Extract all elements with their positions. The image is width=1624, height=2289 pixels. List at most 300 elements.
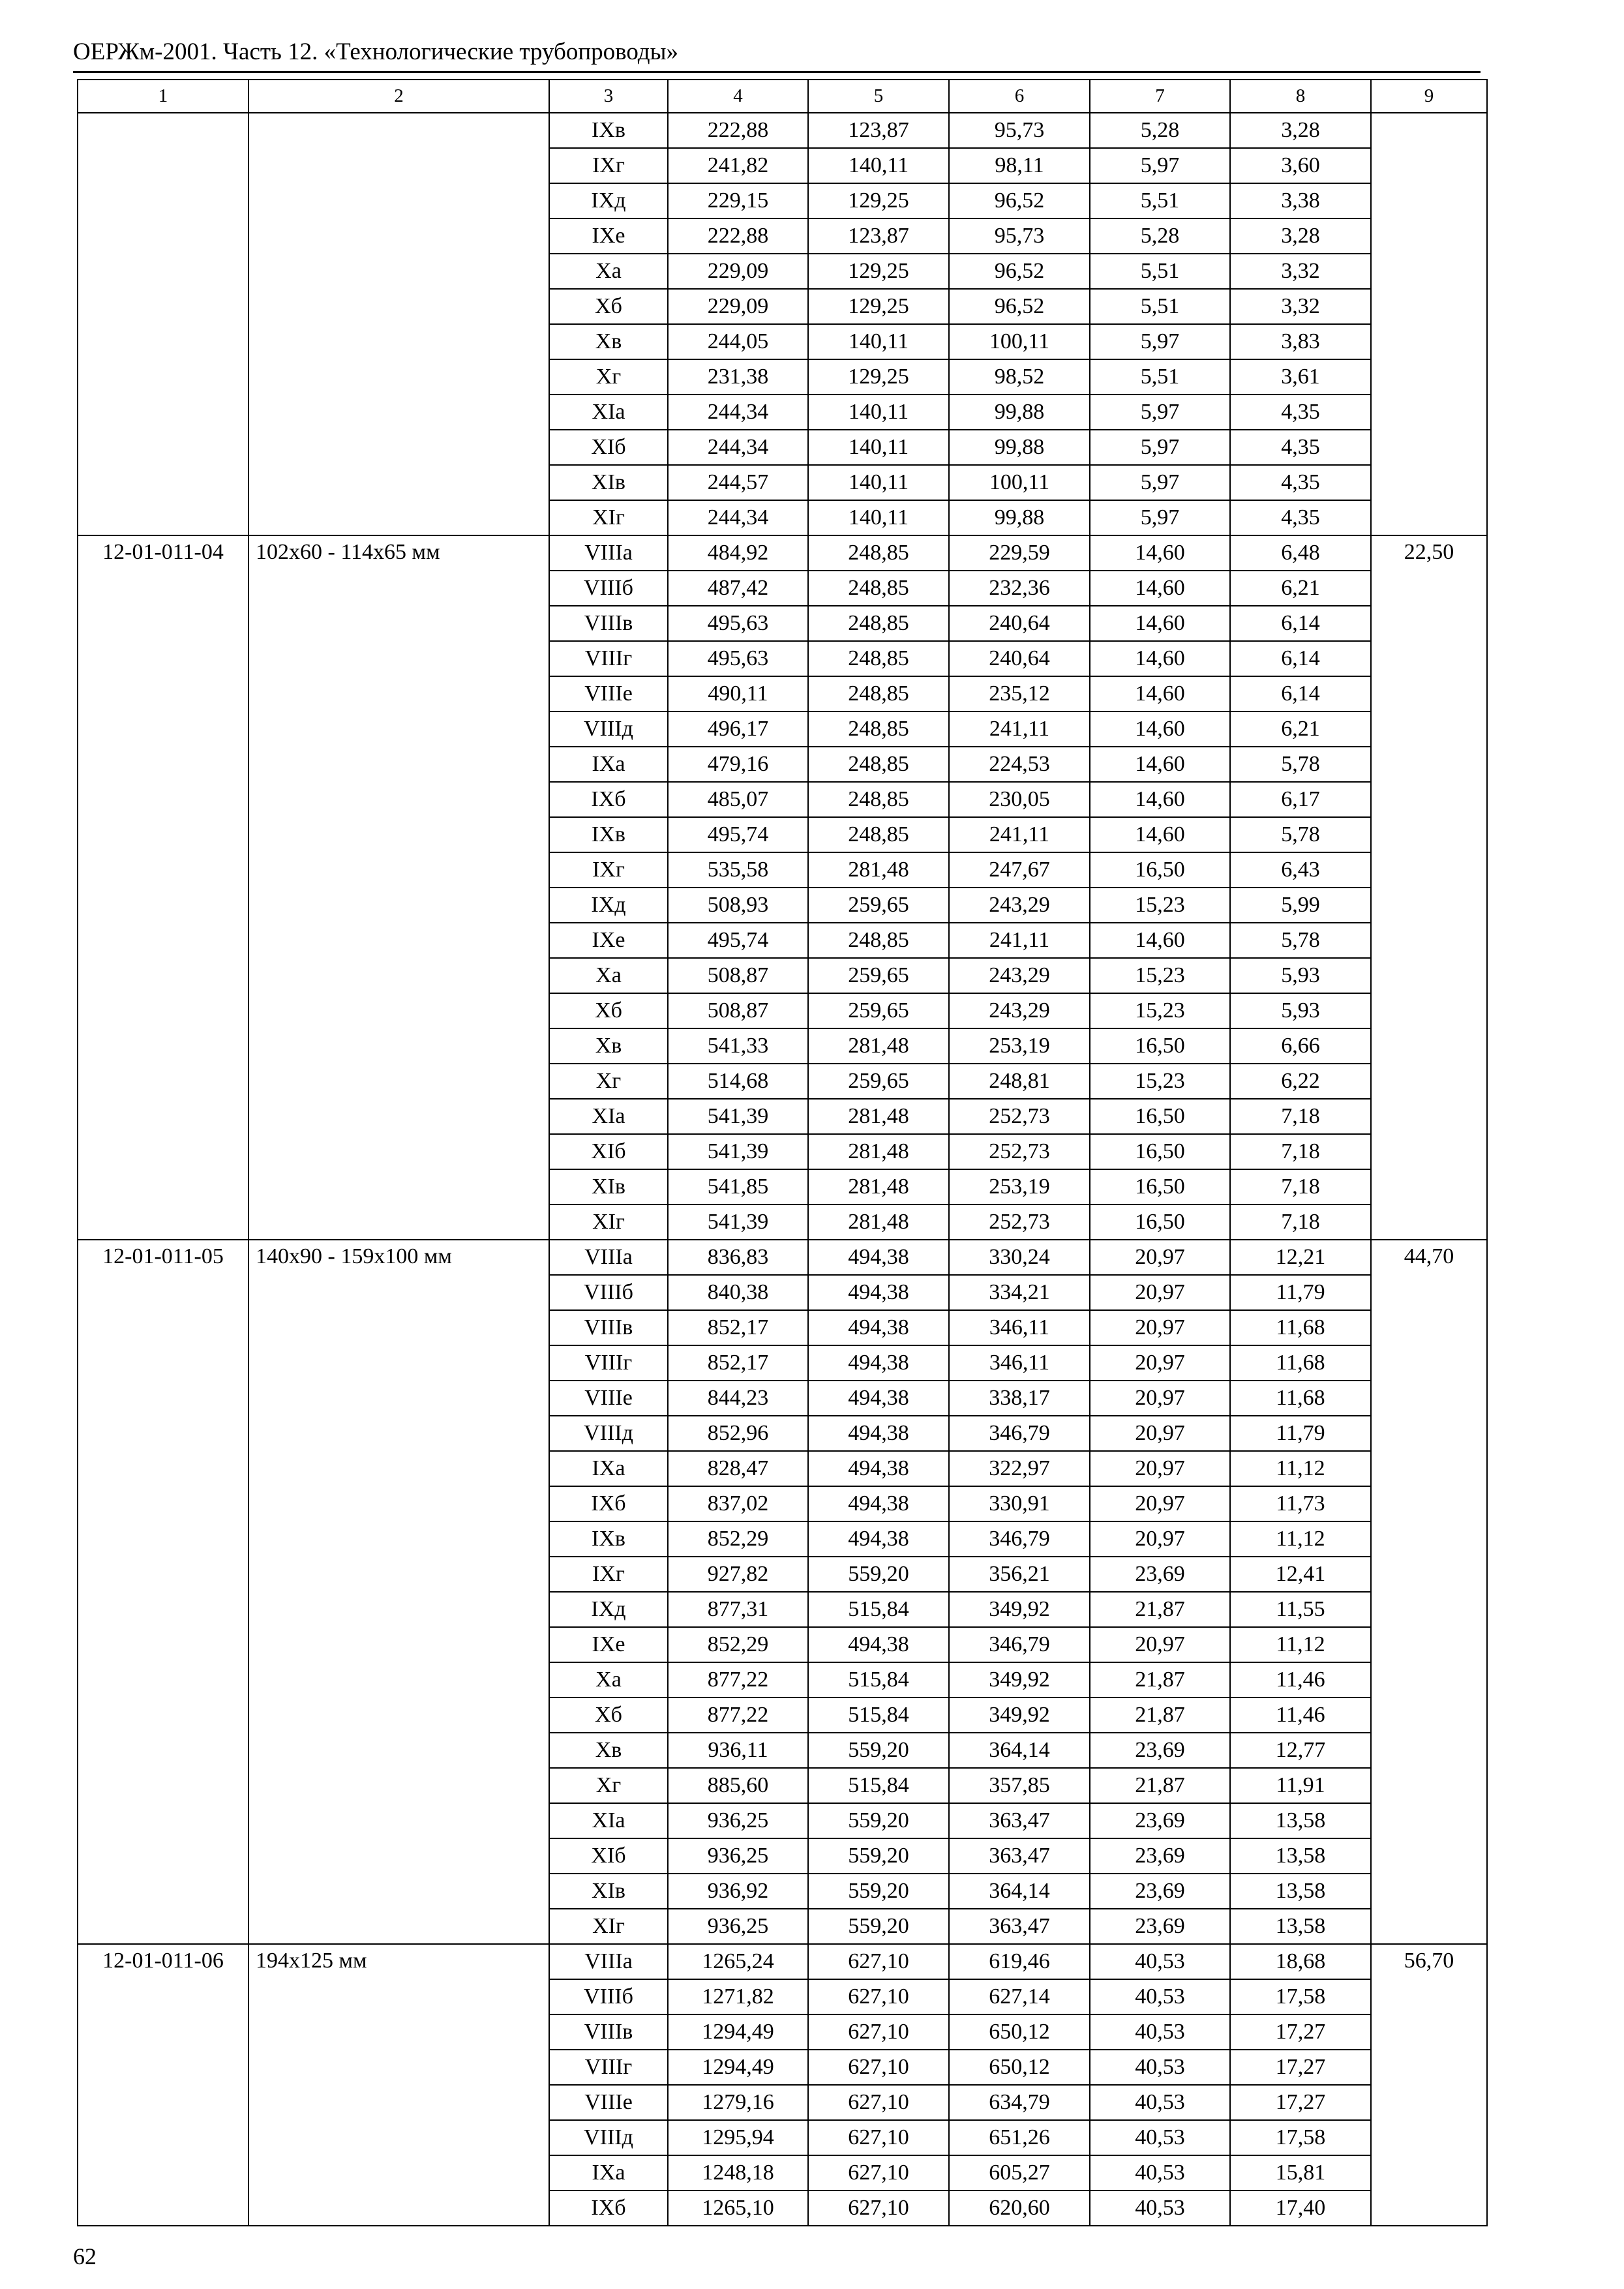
machine-cost-cell: 100,11 [949, 465, 1090, 500]
column-number: 8 [1230, 80, 1371, 113]
total-cost-cell: 1295,94 [668, 2120, 808, 2155]
materials-cell: 4,35 [1230, 465, 1371, 500]
machine-cost-cell: 243,29 [949, 888, 1090, 923]
wages-cell: 627,10 [808, 2014, 949, 2050]
wages-cell: 129,25 [808, 254, 949, 289]
mode-cell: VIIIг [549, 1345, 668, 1381]
machine-cost-cell: 252,73 [949, 1134, 1090, 1169]
materials-cell: 11,12 [1230, 1627, 1371, 1662]
mode-cell: IXг [549, 852, 668, 888]
wages-cell: 559,20 [808, 1803, 949, 1838]
materials-cell: 11,12 [1230, 1451, 1371, 1486]
materials-cell: 11,79 [1230, 1275, 1371, 1310]
total-cost-cell: 484,92 [668, 535, 808, 571]
total-cost-cell: 495,63 [668, 641, 808, 676]
wages-cell: 140,11 [808, 500, 949, 535]
wages-cell: 281,48 [808, 1169, 949, 1204]
total-cost-cell: 936,25 [668, 1909, 808, 1944]
wages-cell: 129,25 [808, 183, 949, 218]
labor-cell: 56,70 [1371, 1944, 1487, 2226]
materials-cell: 17,40 [1230, 2191, 1371, 2226]
mode-cell: XIб [549, 1134, 668, 1169]
wages-cell: 515,84 [808, 1698, 949, 1733]
mode-cell: IXд [549, 1592, 668, 1627]
mode-cell: IXб [549, 1486, 668, 1521]
column-number: 4 [668, 80, 808, 113]
materials-cell: 6,21 [1230, 711, 1371, 747]
total-cost-cell: 244,57 [668, 465, 808, 500]
operator-wages-cell: 15,23 [1090, 993, 1230, 1028]
total-cost-cell: 508,87 [668, 993, 808, 1028]
materials-cell: 13,58 [1230, 1803, 1371, 1838]
mode-cell: XIб [549, 1838, 668, 1874]
total-cost-cell: 222,88 [668, 218, 808, 254]
wages-cell: 140,11 [808, 148, 949, 183]
operator-wages-cell: 23,69 [1090, 1733, 1230, 1768]
mode-cell: Xб [549, 1698, 668, 1733]
wages-cell: 627,10 [808, 1979, 949, 2014]
operator-wages-cell: 16,50 [1090, 1204, 1230, 1240]
machine-cost-cell: 349,92 [949, 1698, 1090, 1733]
machine-cost-cell: 229,59 [949, 535, 1090, 571]
operator-wages-cell: 15,23 [1090, 1064, 1230, 1099]
operator-wages-cell: 15,23 [1090, 958, 1230, 993]
operator-wages-cell: 5,97 [1090, 148, 1230, 183]
pipe-size-cell [248, 113, 549, 535]
mode-cell: Xв [549, 1028, 668, 1064]
wages-cell: 281,48 [808, 1028, 949, 1064]
total-cost-cell: 487,42 [668, 571, 808, 606]
wages-cell: 140,11 [808, 395, 949, 430]
operator-wages-cell: 14,60 [1090, 641, 1230, 676]
materials-cell: 6,66 [1230, 1028, 1371, 1064]
operator-wages-cell: 20,97 [1090, 1381, 1230, 1416]
operator-wages-cell: 14,60 [1090, 535, 1230, 571]
operator-wages-cell: 20,97 [1090, 1240, 1230, 1275]
labor-cell: 44,70 [1371, 1240, 1487, 1944]
rate-code-cell [78, 113, 248, 535]
total-cost-cell: 852,96 [668, 1416, 808, 1451]
operator-wages-cell: 23,69 [1090, 1838, 1230, 1874]
total-cost-cell: 514,68 [668, 1064, 808, 1099]
column-number: 5 [808, 80, 949, 113]
operator-wages-cell: 14,60 [1090, 782, 1230, 817]
materials-cell: 11,12 [1230, 1521, 1371, 1557]
materials-cell: 6,14 [1230, 606, 1371, 641]
total-cost-cell: 244,05 [668, 324, 808, 359]
mode-cell: IXа [549, 2155, 668, 2191]
mode-cell: VIIIб [549, 1275, 668, 1310]
mode-cell: VIIIе [549, 1381, 668, 1416]
column-number: 2 [248, 80, 549, 113]
materials-cell: 5,78 [1230, 747, 1371, 782]
table-body [78, 113, 1487, 2226]
mode-cell: XIв [549, 1874, 668, 1909]
pipe-size-cell: 140x90 - 159x100 мм [248, 1240, 549, 1944]
machine-cost-cell: 240,64 [949, 606, 1090, 641]
materials-cell: 11,73 [1230, 1486, 1371, 1521]
mode-cell: VIIIд [549, 711, 668, 747]
materials-cell: 4,35 [1230, 430, 1371, 465]
table-row [78, 1944, 1487, 1979]
total-cost-cell: 885,60 [668, 1768, 808, 1803]
operator-wages-cell: 14,60 [1090, 923, 1230, 958]
wages-cell: 494,38 [808, 1381, 949, 1416]
total-cost-cell: 535,58 [668, 852, 808, 888]
mode-cell: Xб [549, 289, 668, 324]
machine-cost-cell: 620,60 [949, 2191, 1090, 2226]
operator-wages-cell: 14,60 [1090, 711, 1230, 747]
machine-cost-cell: 627,14 [949, 1979, 1090, 2014]
labor-cell: 22,50 [1371, 535, 1487, 1240]
labor-cell [1371, 113, 1487, 535]
total-cost-cell: 485,07 [668, 782, 808, 817]
materials-cell: 6,21 [1230, 571, 1371, 606]
mode-cell: VIIIв [549, 2014, 668, 2050]
materials-cell: 12,41 [1230, 1557, 1371, 1592]
wages-cell: 494,38 [808, 1275, 949, 1310]
materials-cell: 17,27 [1230, 2014, 1371, 2050]
mode-cell: XIа [549, 1099, 668, 1134]
total-cost-cell: 495,74 [668, 817, 808, 852]
machine-cost-cell: 349,92 [949, 1592, 1090, 1627]
operator-wages-cell: 21,87 [1090, 1698, 1230, 1733]
operator-wages-cell: 5,28 [1090, 218, 1230, 254]
machine-cost-cell: 243,29 [949, 993, 1090, 1028]
wages-cell: 248,85 [808, 782, 949, 817]
mode-cell: Xг [549, 1768, 668, 1803]
operator-wages-cell: 14,60 [1090, 817, 1230, 852]
machine-cost-cell: 230,05 [949, 782, 1090, 817]
machine-cost-cell: 224,53 [949, 747, 1090, 782]
operator-wages-cell: 16,50 [1090, 852, 1230, 888]
wages-cell: 515,84 [808, 1768, 949, 1803]
mode-cell: XIа [549, 1803, 668, 1838]
operator-wages-cell: 5,97 [1090, 430, 1230, 465]
wages-cell: 281,48 [808, 852, 949, 888]
total-cost-cell: 541,33 [668, 1028, 808, 1064]
wages-cell: 140,11 [808, 430, 949, 465]
wages-cell: 627,10 [808, 1944, 949, 1979]
materials-cell: 11,91 [1230, 1768, 1371, 1803]
wages-cell: 559,20 [808, 1733, 949, 1768]
materials-cell: 6,14 [1230, 676, 1371, 711]
materials-cell: 6,14 [1230, 641, 1371, 676]
mode-cell: VIIIг [549, 2050, 668, 2085]
mode-cell: Xв [549, 324, 668, 359]
page-number: 62 [73, 2243, 97, 2269]
machine-cost-cell: 99,88 [949, 500, 1090, 535]
machine-cost-cell: 99,88 [949, 430, 1090, 465]
materials-cell: 11,68 [1230, 1345, 1371, 1381]
materials-cell: 5,99 [1230, 888, 1371, 923]
wages-cell: 559,20 [808, 1909, 949, 1944]
machine-cost-cell: 95,73 [949, 218, 1090, 254]
wages-cell: 281,48 [808, 1134, 949, 1169]
machine-cost-cell: 243,29 [949, 958, 1090, 993]
operator-wages-cell: 15,23 [1090, 888, 1230, 923]
operator-wages-cell: 23,69 [1090, 1909, 1230, 1944]
total-cost-cell: 541,39 [668, 1204, 808, 1240]
machine-cost-cell: 241,11 [949, 817, 1090, 852]
machine-cost-cell: 98,52 [949, 359, 1090, 395]
materials-cell: 3,61 [1230, 359, 1371, 395]
pipe-size-cell: 102x60 - 114x65 мм [248, 535, 549, 1240]
mode-cell: Xв [549, 1733, 668, 1768]
wages-cell: 248,85 [808, 571, 949, 606]
machine-cost-cell: 364,14 [949, 1733, 1090, 1768]
wages-cell: 627,10 [808, 2120, 949, 2155]
operator-wages-cell: 20,97 [1090, 1521, 1230, 1557]
wages-cell: 140,11 [808, 465, 949, 500]
wages-cell: 248,85 [808, 747, 949, 782]
column-number: 6 [949, 80, 1090, 113]
machine-cost-cell: 322,97 [949, 1451, 1090, 1486]
total-cost-cell: 1265,10 [668, 2191, 808, 2226]
materials-cell: 4,35 [1230, 500, 1371, 535]
mode-cell: IXе [549, 218, 668, 254]
total-cost-cell: 877,22 [668, 1662, 808, 1698]
total-cost-cell: 852,29 [668, 1627, 808, 1662]
operator-wages-cell: 20,97 [1090, 1345, 1230, 1381]
total-cost-cell: 241,82 [668, 148, 808, 183]
machine-cost-cell: 619,46 [949, 1944, 1090, 1979]
wages-cell: 123,87 [808, 218, 949, 254]
machine-cost-cell: 364,14 [949, 1874, 1090, 1909]
materials-cell: 11,68 [1230, 1381, 1371, 1416]
wages-cell: 494,38 [808, 1627, 949, 1662]
machine-cost-cell: 253,19 [949, 1169, 1090, 1204]
machine-cost-cell: 346,79 [949, 1627, 1090, 1662]
materials-cell: 15,81 [1230, 2155, 1371, 2191]
total-cost-cell: 495,63 [668, 606, 808, 641]
machine-cost-cell: 235,12 [949, 676, 1090, 711]
total-cost-cell: 844,23 [668, 1381, 808, 1416]
wages-cell: 627,10 [808, 2050, 949, 2085]
materials-cell: 18,68 [1230, 1944, 1371, 1979]
machine-cost-cell: 605,27 [949, 2155, 1090, 2191]
operator-wages-cell: 23,69 [1090, 1874, 1230, 1909]
total-cost-cell: 1279,16 [668, 2085, 808, 2120]
operator-wages-cell: 40,53 [1090, 2155, 1230, 2191]
total-cost-cell: 936,25 [668, 1803, 808, 1838]
wages-cell: 129,25 [808, 359, 949, 395]
machine-cost-cell: 634,79 [949, 2085, 1090, 2120]
materials-cell: 17,58 [1230, 2120, 1371, 2155]
table-row [78, 535, 1487, 571]
operator-wages-cell: 40,53 [1090, 2014, 1230, 2050]
materials-cell: 5,78 [1230, 817, 1371, 852]
materials-cell: 6,48 [1230, 535, 1371, 571]
mode-cell: IXб [549, 2191, 668, 2226]
materials-cell: 13,58 [1230, 1874, 1371, 1909]
operator-wages-cell: 21,87 [1090, 1662, 1230, 1698]
materials-cell: 5,78 [1230, 923, 1371, 958]
machine-cost-cell: 99,88 [949, 395, 1090, 430]
total-cost-cell: 1294,49 [668, 2014, 808, 2050]
page-title: ОЕРЖм-2001. Часть 12. «Технологические трубопроводы» [73, 38, 678, 65]
operator-wages-cell: 5,97 [1090, 500, 1230, 535]
machine-cost-cell: 252,73 [949, 1099, 1090, 1134]
total-cost-cell: 852,29 [668, 1521, 808, 1557]
total-cost-cell: 541,39 [668, 1134, 808, 1169]
materials-cell: 6,43 [1230, 852, 1371, 888]
machine-cost-cell: 98,11 [949, 148, 1090, 183]
operator-wages-cell: 14,60 [1090, 571, 1230, 606]
mode-cell: IXб [549, 782, 668, 817]
total-cost-cell: 877,31 [668, 1592, 808, 1627]
wages-cell: 494,38 [808, 1310, 949, 1345]
materials-cell: 3,32 [1230, 289, 1371, 324]
wages-cell: 259,65 [808, 1064, 949, 1099]
machine-cost-cell: 330,91 [949, 1486, 1090, 1521]
total-cost-cell: 936,11 [668, 1733, 808, 1768]
wages-cell: 559,20 [808, 1557, 949, 1592]
materials-cell: 13,58 [1230, 1838, 1371, 1874]
wages-cell: 248,85 [808, 676, 949, 711]
total-cost-cell: 1265,24 [668, 1944, 808, 1979]
machine-cost-cell: 96,52 [949, 289, 1090, 324]
materials-cell: 3,83 [1230, 324, 1371, 359]
table-row [78, 113, 1487, 148]
wages-cell: 281,48 [808, 1099, 949, 1134]
machine-cost-cell: 252,73 [949, 1204, 1090, 1240]
pipe-size-cell: 194x125 мм [248, 1944, 549, 2226]
column-number: 7 [1090, 80, 1230, 113]
operator-wages-cell: 16,50 [1090, 1134, 1230, 1169]
machine-cost-cell: 356,21 [949, 1557, 1090, 1592]
materials-cell: 3,32 [1230, 254, 1371, 289]
mode-cell: XIб [549, 430, 668, 465]
mode-cell: IXд [549, 183, 668, 218]
mode-cell: IXв [549, 113, 668, 148]
operator-wages-cell: 5,97 [1090, 465, 1230, 500]
materials-cell: 7,18 [1230, 1134, 1371, 1169]
price-table [77, 79, 1488, 2226]
mode-cell: Xг [549, 359, 668, 395]
mode-cell: VIIIа [549, 1944, 668, 1979]
mode-cell: VIIIа [549, 535, 668, 571]
operator-wages-cell: 16,50 [1090, 1028, 1230, 1064]
total-cost-cell: 496,17 [668, 711, 808, 747]
wages-cell: 248,85 [808, 817, 949, 852]
machine-cost-cell: 650,12 [949, 2014, 1090, 2050]
mode-cell: IXа [549, 1451, 668, 1486]
mode-cell: VIIIд [549, 2120, 668, 2155]
mode-cell: IXе [549, 1627, 668, 1662]
machine-cost-cell: 330,24 [949, 1240, 1090, 1275]
mode-cell: IXе [549, 923, 668, 958]
materials-cell: 3,38 [1230, 183, 1371, 218]
machine-cost-cell: 232,36 [949, 571, 1090, 606]
mode-cell: IXг [549, 148, 668, 183]
total-cost-cell: 231,38 [668, 359, 808, 395]
machine-cost-cell: 346,11 [949, 1345, 1090, 1381]
operator-wages-cell: 14,60 [1090, 747, 1230, 782]
machine-cost-cell: 650,12 [949, 2050, 1090, 2085]
machine-cost-cell: 241,11 [949, 711, 1090, 747]
materials-cell: 11,46 [1230, 1698, 1371, 1733]
mode-cell: IXд [549, 888, 668, 923]
total-cost-cell: 541,39 [668, 1099, 808, 1134]
table-row [78, 1240, 1487, 1275]
wages-cell: 494,38 [808, 1416, 949, 1451]
wages-cell: 627,10 [808, 2191, 949, 2226]
operator-wages-cell: 5,51 [1090, 359, 1230, 395]
machine-cost-cell: 338,17 [949, 1381, 1090, 1416]
materials-cell: 7,18 [1230, 1099, 1371, 1134]
mode-cell: Xг [549, 1064, 668, 1099]
total-cost-cell: 229,09 [668, 289, 808, 324]
materials-cell: 11,46 [1230, 1662, 1371, 1698]
table-header [78, 80, 1487, 113]
wages-cell: 259,65 [808, 993, 949, 1028]
total-cost-cell: 877,22 [668, 1698, 808, 1733]
operator-wages-cell: 40,53 [1090, 1979, 1230, 2014]
materials-cell: 17,58 [1230, 1979, 1371, 2014]
total-cost-cell: 852,17 [668, 1345, 808, 1381]
mode-cell: VIIIв [549, 606, 668, 641]
wages-cell: 248,85 [808, 606, 949, 641]
machine-cost-cell: 363,47 [949, 1838, 1090, 1874]
machine-cost-cell: 100,11 [949, 324, 1090, 359]
operator-wages-cell: 16,50 [1090, 1099, 1230, 1134]
column-number: 1 [78, 80, 248, 113]
materials-cell: 7,18 [1230, 1169, 1371, 1204]
operator-wages-cell: 23,69 [1090, 1803, 1230, 1838]
total-cost-cell: 828,47 [668, 1451, 808, 1486]
mode-cell: VIIIе [549, 2085, 668, 2120]
operator-wages-cell: 5,51 [1090, 289, 1230, 324]
operator-wages-cell: 21,87 [1090, 1592, 1230, 1627]
title-divider [73, 71, 1481, 73]
operator-wages-cell: 5,51 [1090, 254, 1230, 289]
materials-cell: 11,79 [1230, 1416, 1371, 1451]
total-cost-cell: 852,17 [668, 1310, 808, 1345]
materials-cell: 11,55 [1230, 1592, 1371, 1627]
mode-cell: XIа [549, 395, 668, 430]
materials-cell: 6,17 [1230, 782, 1371, 817]
total-cost-cell: 541,85 [668, 1169, 808, 1204]
materials-cell: 12,21 [1230, 1240, 1371, 1275]
materials-cell: 13,58 [1230, 1909, 1371, 1944]
wages-cell: 494,38 [808, 1486, 949, 1521]
total-cost-cell: 244,34 [668, 430, 808, 465]
machine-cost-cell: 248,81 [949, 1064, 1090, 1099]
total-cost-cell: 927,82 [668, 1557, 808, 1592]
total-cost-cell: 840,38 [668, 1275, 808, 1310]
operator-wages-cell: 40,53 [1090, 2191, 1230, 2226]
wages-cell: 627,10 [808, 2155, 949, 2191]
machine-cost-cell: 253,19 [949, 1028, 1090, 1064]
wages-cell: 259,65 [808, 958, 949, 993]
operator-wages-cell: 23,69 [1090, 1557, 1230, 1592]
machine-cost-cell: 96,52 [949, 183, 1090, 218]
machine-cost-cell: 363,47 [949, 1909, 1090, 1944]
rate-code-cell: 12-01-011-05 [78, 1240, 248, 1944]
operator-wages-cell: 20,97 [1090, 1627, 1230, 1662]
mode-cell: XIв [549, 1169, 668, 1204]
total-cost-cell: 244,34 [668, 500, 808, 535]
wages-cell: 494,38 [808, 1240, 949, 1275]
machine-cost-cell: 346,79 [949, 1416, 1090, 1451]
wages-cell: 123,87 [808, 113, 949, 148]
mode-cell: VIIIв [549, 1310, 668, 1345]
wages-cell: 248,85 [808, 923, 949, 958]
materials-cell: 4,35 [1230, 395, 1371, 430]
mode-cell: VIIIб [549, 571, 668, 606]
machine-cost-cell: 349,92 [949, 1662, 1090, 1698]
